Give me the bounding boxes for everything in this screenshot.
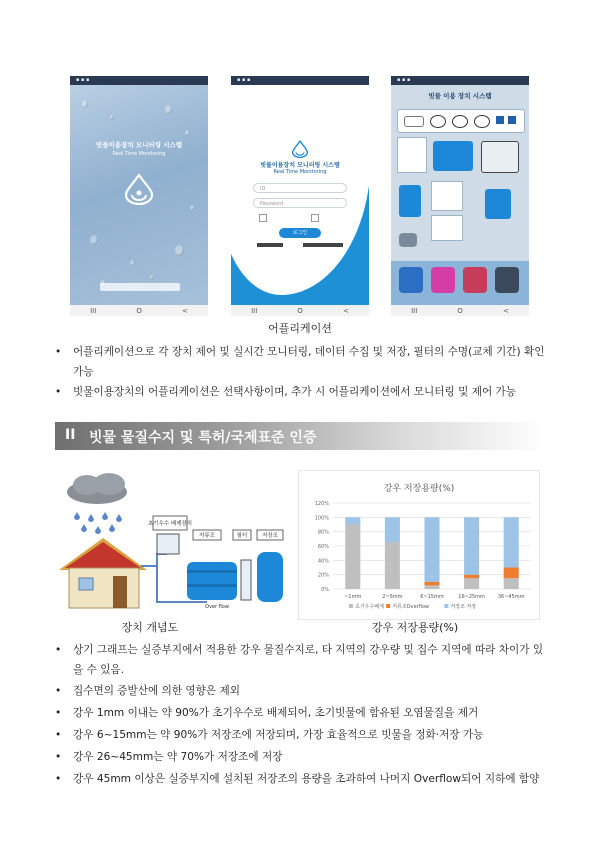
legend-swatch	[349, 604, 353, 608]
reset-button[interactable]	[474, 115, 490, 128]
y-tick-label: 100%	[314, 515, 329, 522]
app-title: 빗물이용장치 모니터링 시스템	[95, 141, 183, 149]
legend-label: 초기우수배제	[355, 604, 384, 610]
bullet-item: • 상기 그래프는 실증부지에서 적용한 강우 물질수지로, 타 지역의 강우량 및 집수 지역에 따라 차이가 있을 수 있음.	[55, 644, 544, 676]
bullet-item: • 강우 26~45mm는 약 70%가 저장조에 저장	[55, 751, 283, 763]
bottom-menu	[391, 261, 529, 305]
section-number: II	[65, 427, 76, 443]
sensor-panel-3	[431, 215, 463, 241]
app-screenshot-login	[231, 76, 369, 316]
storage-label: 저류조	[199, 533, 215, 539]
bar-segment	[464, 578, 479, 589]
section-header	[55, 422, 545, 450]
water-drop-logo-icon	[289, 140, 311, 158]
bullet-item: • 빗물이용장치의 어플리케이션은 선택사항이며, 추가 시 어플리케이션에서 모니터링 및 제어 가능	[55, 386, 517, 398]
cloud-icon	[67, 473, 127, 504]
rain-icon	[74, 512, 122, 534]
chart-title: 강우 저장용량(%)	[383, 484, 455, 494]
indicator-2	[508, 116, 516, 124]
password-field[interactable]: Password	[253, 198, 347, 208]
app-screenshot-dashboard	[391, 76, 529, 316]
legend-swatch	[386, 604, 390, 608]
back-icon[interactable]: <	[182, 306, 188, 315]
back-icon[interactable]: <	[343, 306, 349, 315]
id-field[interactable]: ID	[253, 183, 347, 193]
user-menu-button[interactable]	[495, 267, 519, 293]
bar-segment	[504, 517, 519, 567]
status-bar: ▪ ▪ ▪	[70, 76, 208, 85]
find-account-link[interactable]	[303, 243, 343, 247]
app-subtitle: Real Time Monitoring	[273, 169, 327, 175]
recent-apps-icon[interactable]: III	[411, 306, 418, 315]
recent-apps-icon[interactable]: III	[90, 306, 97, 315]
y-tick-label: 120%	[314, 501, 329, 507]
bar-segment	[424, 582, 439, 586]
bullet-item: • 어플리케이션으로 각 장치 제어 및 실시간 모니터링, 데이터 수집 및 저장, 필터의 수명(교체 기간) 확인 가능	[55, 346, 545, 378]
bullet-item: • 강우 1mm 이내는 약 90%가 초기우수로 배제되어, 초기빗물에 함유된 오염물질을 제거	[55, 707, 479, 719]
y-tick-label: 60%	[317, 544, 329, 550]
signup-link[interactable]	[257, 243, 283, 247]
y-tick-label: 80%	[317, 529, 329, 536]
x-tick-label: 2~5mm	[382, 594, 403, 600]
filter-tank	[481, 141, 519, 173]
y-tick-label: 0%	[321, 587, 329, 593]
android-nav-bar	[70, 305, 208, 316]
pump-icon[interactable]	[399, 233, 417, 247]
splash-screen	[70, 85, 208, 305]
stop-button[interactable]	[452, 115, 468, 128]
water-drop-logo-icon	[120, 173, 158, 205]
figure-caption-concept: 장치 개념도	[121, 621, 179, 634]
status-bar: ▪ ▪ ▪	[231, 76, 369, 85]
legend-label: 저장조 저장	[450, 604, 477, 610]
dashboard-screen	[391, 85, 529, 305]
filter-label: 필터	[236, 533, 248, 539]
dashboard-title: 빗물 이용 장치 시스템	[428, 92, 492, 100]
y-tick-label: 40%	[317, 558, 329, 565]
bar-segment	[504, 568, 519, 579]
x-tick-label: 36~45mm	[497, 594, 525, 600]
bar-segment	[464, 517, 479, 574]
home-icon[interactable]: O	[297, 306, 303, 315]
tank-label: 저장조	[262, 533, 278, 539]
remember-checkbox[interactable]	[259, 214, 267, 222]
start-button[interactable]	[430, 115, 446, 128]
company-logo	[100, 283, 180, 291]
sensor-panel-1	[397, 137, 427, 173]
legend-swatch	[444, 604, 448, 608]
bar-segment	[424, 585, 439, 589]
bar-segment	[424, 517, 439, 582]
initial-rain-tank	[433, 141, 473, 171]
bullet-item: • 집수면의 증발산에 의한 영향은 제외	[55, 685, 240, 697]
x-tick-label: 16~25mm	[458, 594, 485, 600]
recent-apps-icon[interactable]: III	[251, 306, 258, 315]
y-tick-label: 20%	[317, 572, 329, 579]
bar-segment	[385, 542, 400, 589]
android-nav-bar	[391, 305, 529, 316]
app-title: 빗물이용장치 모니터링 시스템	[260, 162, 340, 169]
bullet-item: • 강우 45mm 이상은 실증부지에 설치된 저장조의 용량을 초과하여 나머지 Overflow되어 지하에 함양	[55, 773, 540, 785]
monitor-menu-button[interactable]	[399, 267, 423, 293]
supply-tank	[485, 189, 511, 219]
android-nav-bar	[231, 305, 369, 316]
alarm-menu-button[interactable]	[463, 267, 487, 293]
rain-storage-chart	[298, 470, 540, 620]
home-icon[interactable]: O	[457, 306, 463, 315]
login-button[interactable]: 로그인	[279, 228, 321, 238]
login-screen	[231, 85, 369, 305]
home-icon[interactable]: O	[136, 306, 142, 315]
bar-segment	[464, 575, 479, 579]
sensor-panel-2	[431, 181, 463, 211]
figure-caption-app: 어플리케이션	[268, 322, 332, 335]
mode-switch[interactable]	[404, 116, 424, 127]
rainwater-concept-diagram	[57, 470, 287, 610]
figure-caption-chart: 강우 저장용량(%)	[371, 621, 459, 634]
indicator-1	[496, 116, 504, 124]
control-panel	[397, 109, 525, 133]
auto-login-checkbox[interactable]	[311, 214, 319, 222]
bar-segment	[385, 517, 400, 542]
data-menu-button[interactable]	[431, 267, 455, 293]
app-screenshot-splash	[70, 76, 208, 316]
bar-segment	[504, 578, 519, 589]
bar-segment	[345, 517, 360, 524]
status-bar: ▪ ▪ ▪	[391, 76, 529, 85]
bullet-item: • 강우 6~15mm는 약 90%가 저장조에 저장되며, 가장 효율적으로 빗물을 정화·저장 가능	[55, 729, 484, 741]
app-subtitle: Real Time Monitoring	[112, 151, 166, 157]
x-tick-label: 6~15mm	[420, 594, 444, 600]
section-title: 빗물 물질수지 및 특허/국제표준 인증	[89, 430, 317, 446]
x-tick-label: ~1mm	[344, 594, 362, 600]
legend-label: 저류조Overflow	[392, 604, 430, 610]
storage-tank	[399, 185, 421, 217]
bar-segment	[345, 525, 360, 590]
back-icon[interactable]: <	[503, 306, 509, 315]
house-icon	[59, 538, 147, 608]
overflow-label: Over flow	[205, 604, 229, 610]
initial-rain-label: 초기우수 배제장치	[147, 521, 193, 527]
